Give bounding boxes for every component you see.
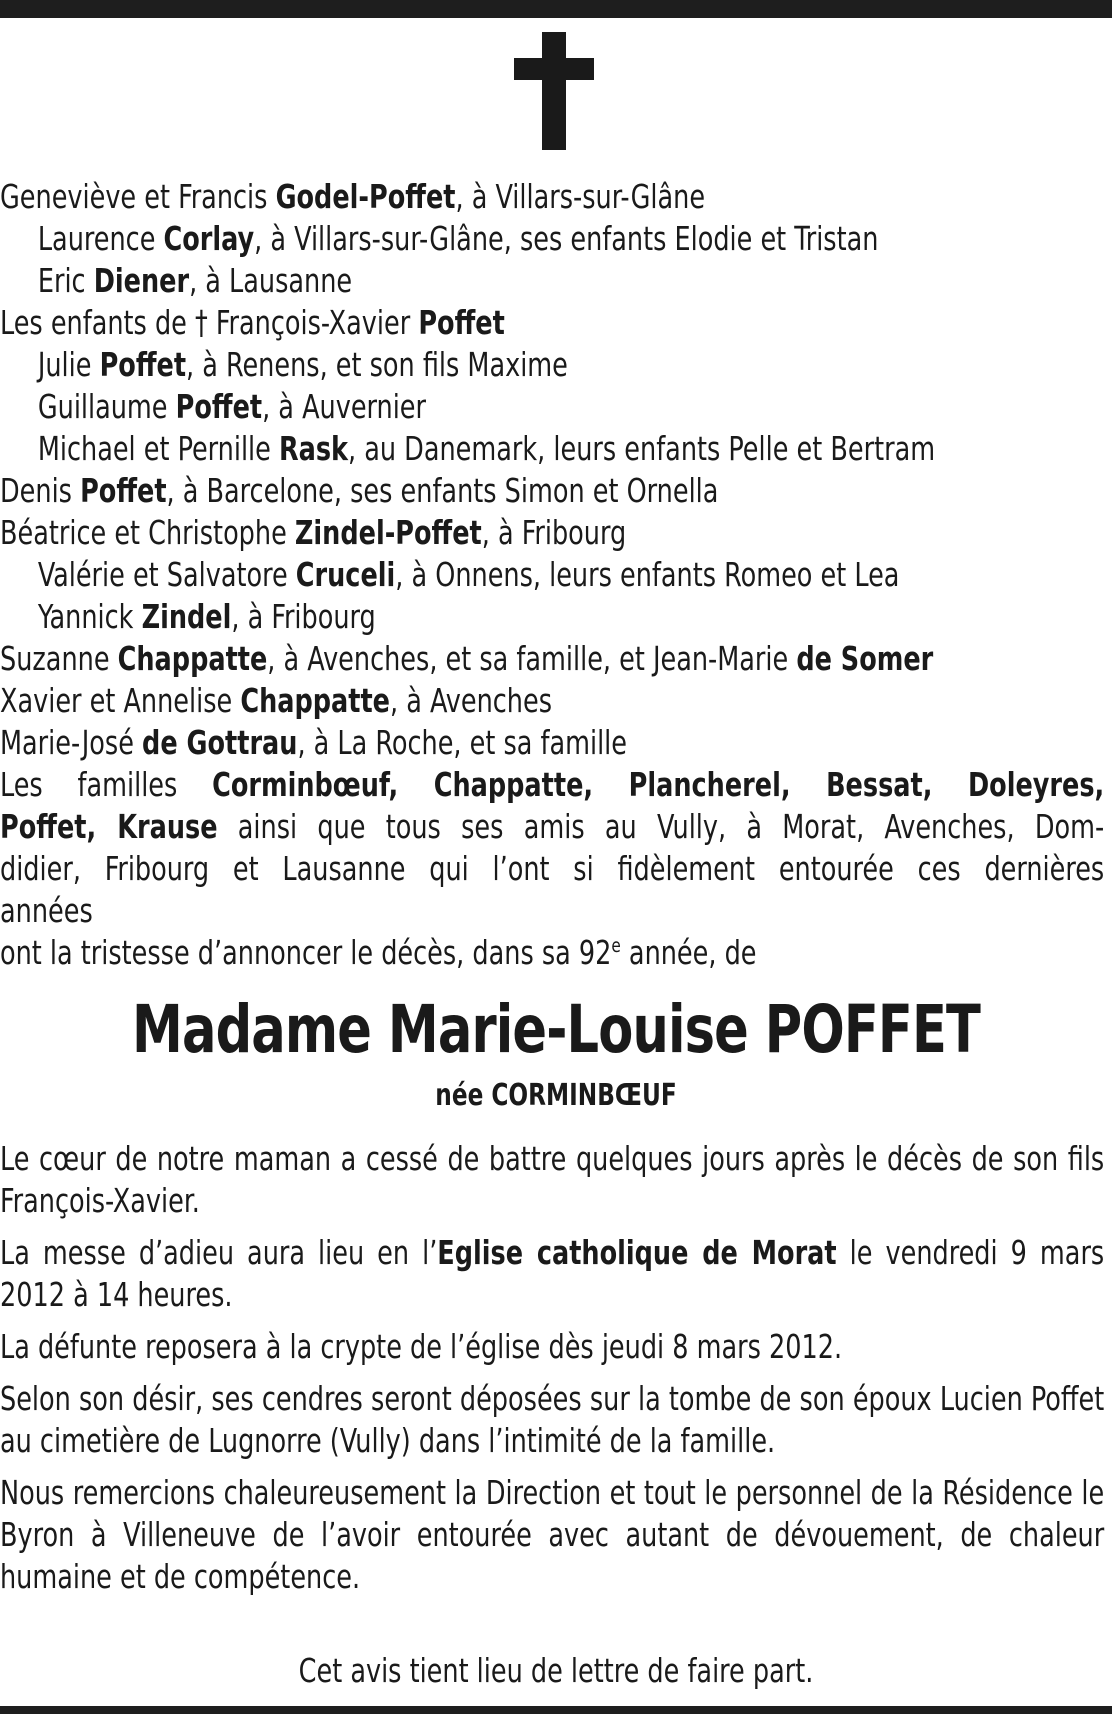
family-line (0, 638, 949, 680)
text: Eric (37, 261, 94, 300)
surname: Diener (93, 261, 190, 300)
surname-list: Corminbœuf, Chappatte, Plancherel, Bessat, Doleyres, (212, 765, 1105, 804)
text: le vendredi 9 mars 2012 à 14 heures. (0, 1233, 1105, 1314)
text: Denis (0, 471, 81, 510)
text: , à Fribourg (231, 597, 376, 636)
family-line (0, 512, 949, 554)
text: , à Lausanne (189, 261, 353, 300)
surname: de Somer (796, 639, 934, 678)
family-line (0, 554, 949, 596)
text: , à Renens, et son fils Maxime (186, 345, 568, 384)
cross-horizontal-bar (514, 58, 594, 80)
text: Les enfants de † François-Xavier (0, 303, 419, 342)
text: ont la tristesse d’annoncer le décès, dans sa 92 (0, 933, 612, 972)
closing-line: Cet avis tient lieu de lettre de faire part. (298, 1651, 814, 1690)
family-line (0, 596, 949, 638)
latin-cross-icon (514, 32, 594, 150)
paragraph: Selon son désir, ses cendres seront déposées sur la tombe de son époux Lucien Poffet au cimetière de Lugnorre (Vully) dans l’intimité de la famille. (0, 1379, 1105, 1460)
text: , à Avenches (389, 681, 553, 720)
family-line (0, 218, 949, 260)
surname: Godel-Poffet (275, 177, 456, 216)
family-line (0, 470, 949, 512)
surname: Poffet (99, 345, 187, 384)
text: , à Fribourg (481, 513, 627, 552)
text: années (0, 891, 93, 930)
text: Laurence (37, 219, 164, 258)
surname: Corlay (163, 219, 255, 258)
family-list (0, 176, 1105, 932)
surname: Poffet (418, 303, 505, 342)
text: , à Avenches, et sa famille, et Jean-Marie (267, 639, 797, 678)
text: Béatrice et Christophe (0, 513, 295, 552)
text: , à Auvernier (262, 387, 427, 426)
text: Suzanne (0, 639, 118, 678)
surname: Zindel-Poffet (294, 513, 482, 552)
surname: Chappatte (240, 681, 390, 720)
text: Marie-José (0, 723, 143, 762)
text: , à Barcelone, ses enfants Simon et Ornella (166, 471, 719, 510)
text: didier, Fribourg et Lausanne qui l’ont si fidèlement entourée ces dernières (0, 849, 1105, 888)
surname: Poffet (175, 387, 263, 426)
text: Xavier et Annelise (0, 681, 241, 720)
text: Julie (37, 345, 100, 384)
text: Guillaume (37, 387, 176, 426)
family-line (0, 176, 949, 218)
text: Geneviève et Francis (0, 177, 276, 216)
text: Yannick (37, 597, 142, 636)
text: La messe d’adieu aura lieu en l’ (0, 1233, 438, 1272)
text: Michael et Pernille (37, 429, 279, 468)
surname: Rask (278, 429, 349, 468)
text: , au Danemark, leurs enfants Pelle et Bertram (348, 429, 936, 468)
family-line (0, 344, 949, 386)
text: , à Onnens, leurs enfants Romeo et Lea (395, 555, 900, 594)
surname: Cruceli (295, 555, 396, 594)
paragraph: Le cœur de notre maman a cessé de battre quelques jours après le décès de son fils François-Xavier. (0, 1139, 1105, 1220)
family-line (0, 764, 1104, 806)
surname: Zindel (141, 597, 232, 636)
top-rule (0, 0, 1112, 18)
text: Les familles (0, 765, 213, 804)
deceased-name: Madame Marie-Louise POFFET (132, 991, 980, 1068)
surname-list: Poffet, Krause (0, 807, 218, 846)
church-name: Eglise catholique de Morat (437, 1233, 837, 1272)
family-line (0, 302, 949, 344)
family-line (0, 806, 1104, 848)
text: ainsi que tous ses amis au Vully, à Morat, Avenches, Dom- (217, 807, 1105, 846)
text: Valérie et Salvatore (37, 555, 296, 594)
family-line (0, 722, 949, 764)
family-line (0, 260, 949, 302)
text: , à Villars-sur-Glâne, ses enfants Elodie et Tristan (254, 219, 879, 258)
text: , à La Roche, et sa famille (297, 723, 628, 762)
paragraph (0, 1232, 1104, 1316)
bottom-rule (0, 1706, 1112, 1714)
text: , à Villars-sur-Glâne (455, 177, 706, 216)
family-line (0, 428, 949, 470)
text: année, de (620, 933, 757, 972)
family-line (0, 890, 949, 932)
maiden-name: née CORMINBŒUF (435, 1078, 677, 1113)
notice-body (0, 1138, 1104, 1608)
family-line (0, 848, 1104, 890)
family-line (0, 680, 949, 722)
announcement (0, 932, 949, 974)
cross-vertical-bar (542, 32, 566, 150)
superscript: e (611, 934, 621, 957)
paragraph: Nous remercions chaleureusement la Direction et tout le personnel de la Résidence le Byron à Villeneuve de l’avoir entourée avec autant de dévouement, de chaleur humaine et de compétence. (0, 1473, 1105, 1596)
surname: de Gottrau (142, 723, 298, 762)
surname: Chappatte (117, 639, 268, 678)
paragraph: La défunte reposera à la crypte de l’église dès jeudi 8 mars 2012. (0, 1327, 843, 1366)
family-line (0, 386, 949, 428)
surname: Poffet (80, 471, 167, 510)
